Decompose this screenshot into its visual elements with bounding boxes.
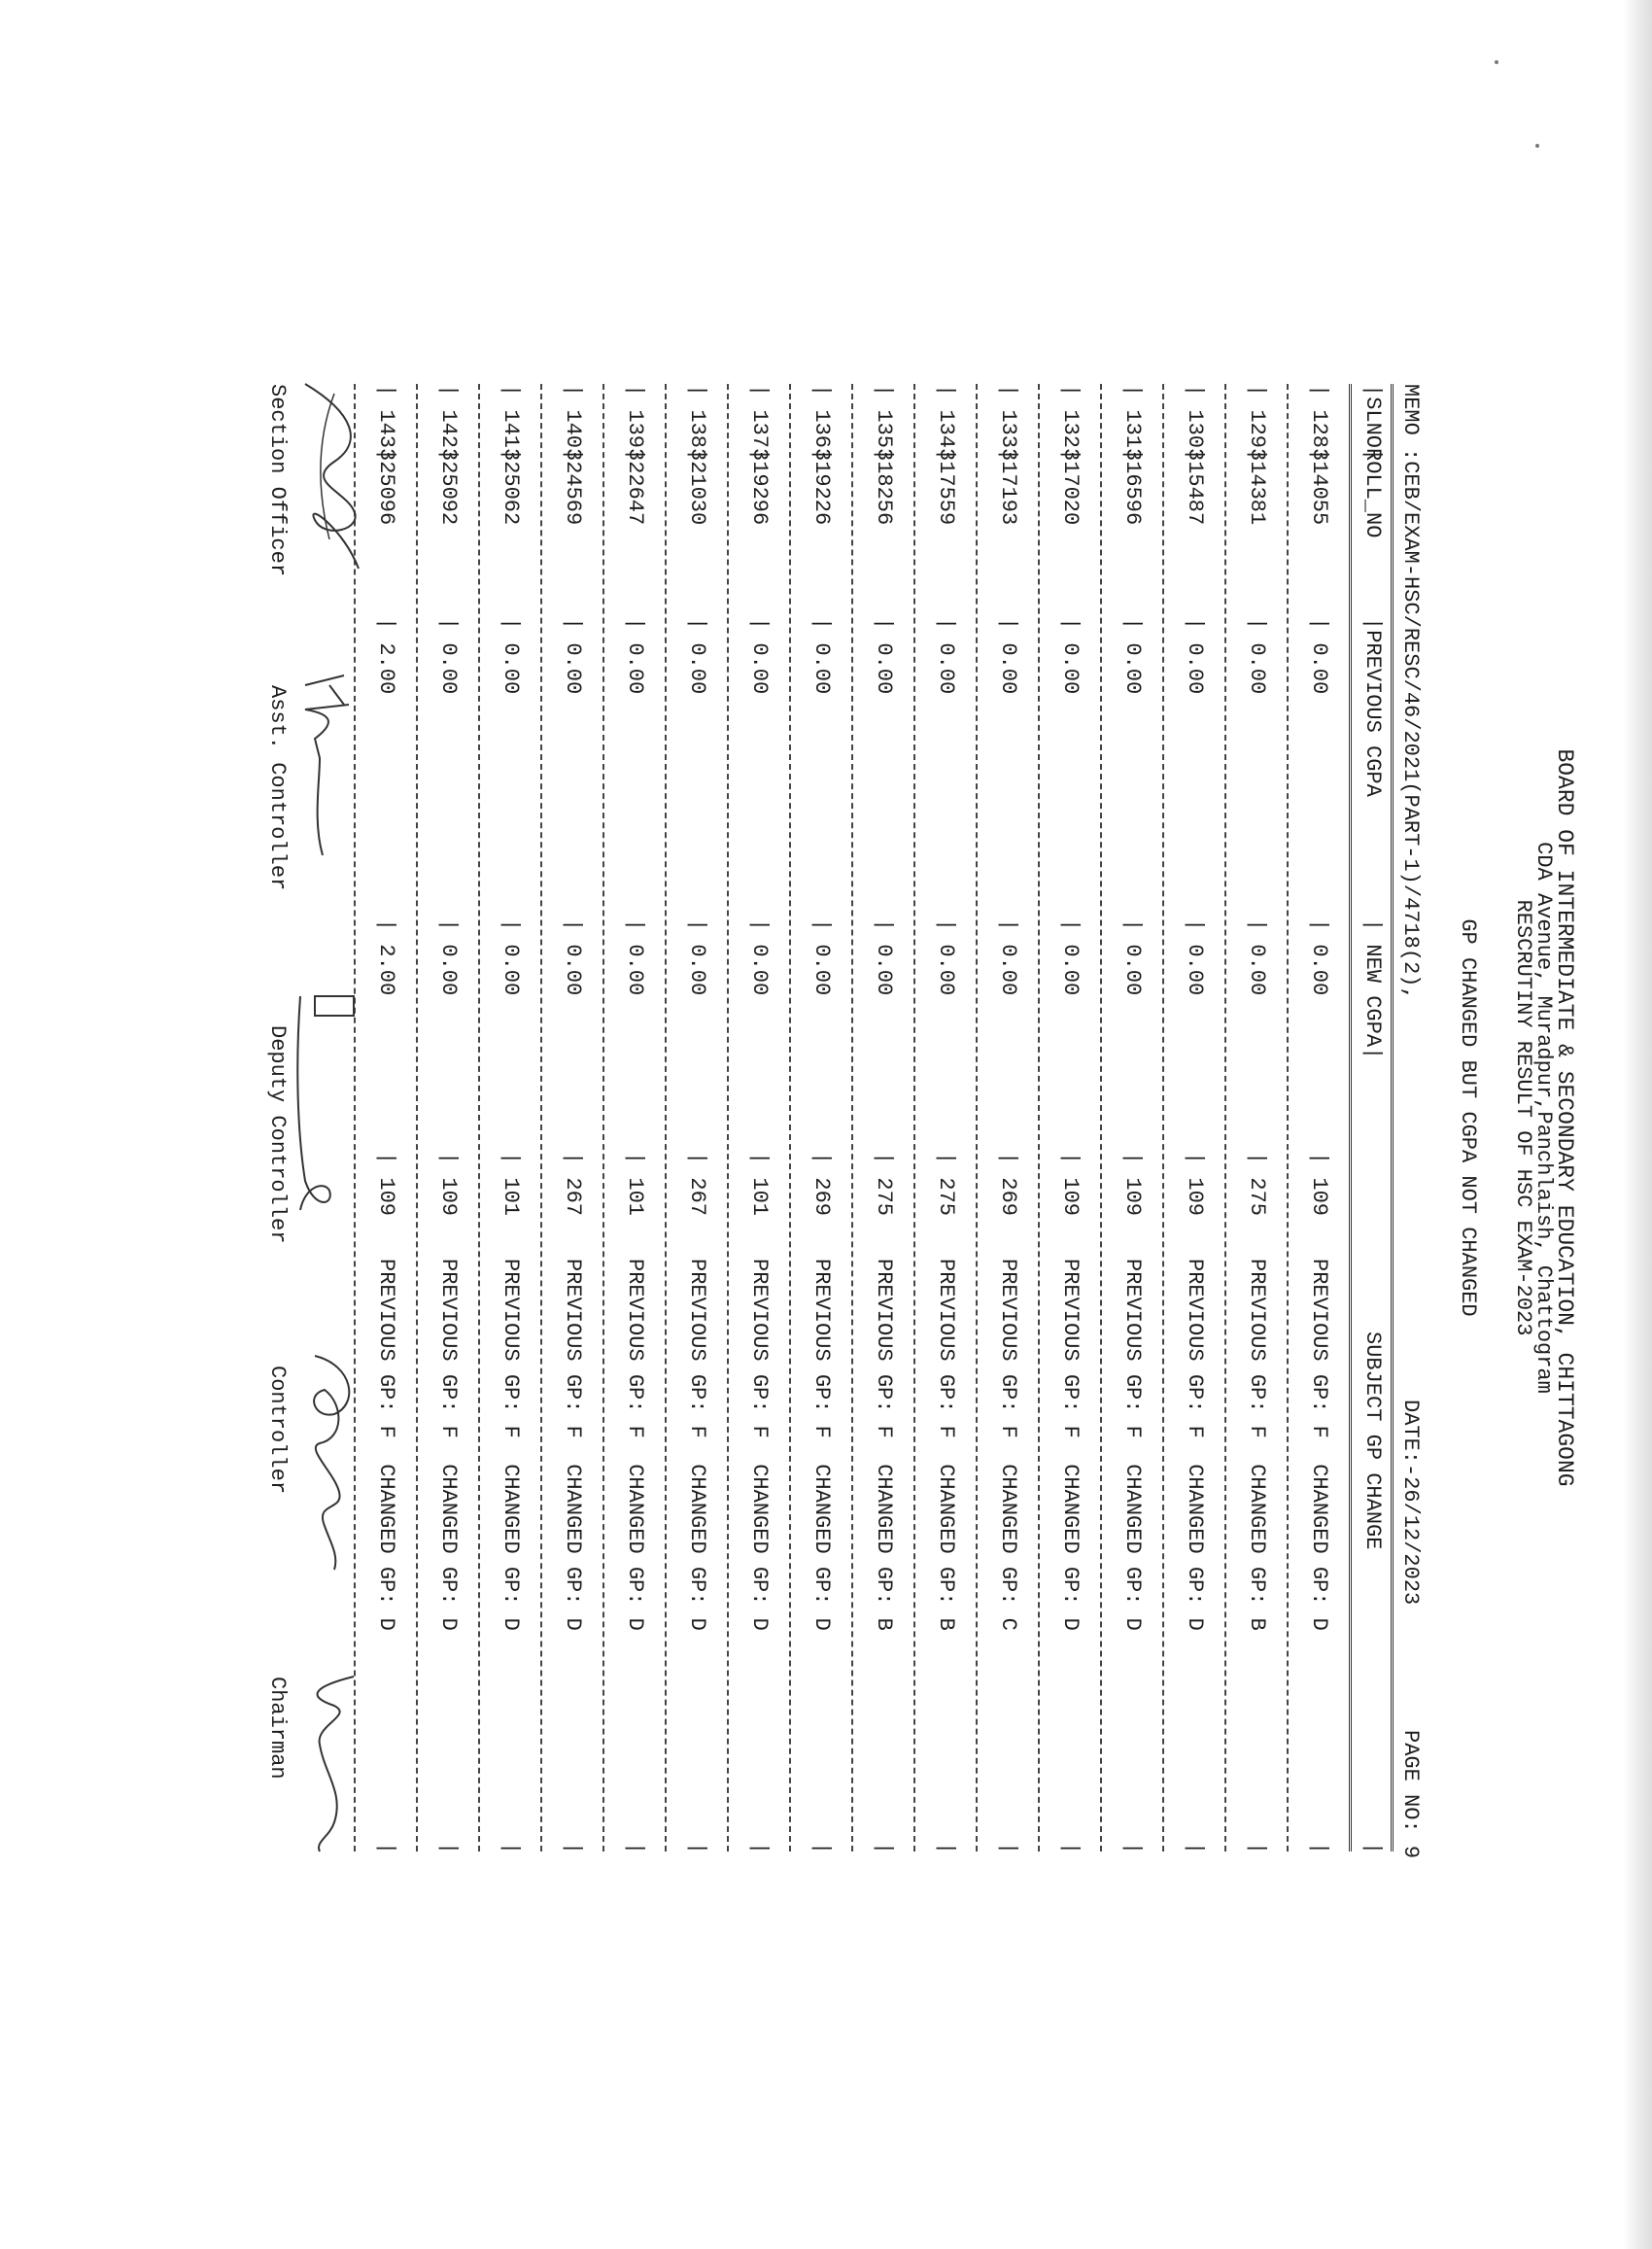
row-gp-change: PREVIOUS GP: F CHANGED GP: D	[499, 1259, 523, 1631]
row-roll-no: 319226	[809, 448, 834, 526]
row-new-cgpa: | 0.00	[996, 918, 1020, 996]
row-roll-no: 325062	[499, 448, 523, 526]
result-sheet	[58, 384, 1577, 1859]
row-previous-cgpa: | 0.00	[561, 617, 585, 695]
deputy-controller-signature	[286, 986, 373, 1220]
row-end-bar: |	[685, 1842, 709, 1855]
section-officer-signature	[286, 374, 373, 598]
row-end-bar: |	[1183, 1842, 1207, 1855]
row-subject-code: | 109	[1307, 1152, 1331, 1217]
header-roll-no: ROLL_NO	[1360, 448, 1385, 538]
row-gp-change: PREVIOUS GP: F CHANGED GP: C	[996, 1259, 1020, 1631]
row-previous-cgpa: | 0.00	[934, 617, 958, 695]
header-subject-gp-change: SUBJECT GP CHANGE	[1360, 1332, 1385, 1550]
row-previous-cgpa: | 0.00	[1307, 617, 1331, 695]
row-roll-no: 316596	[1120, 448, 1145, 526]
row-end-bar: |	[872, 1842, 896, 1855]
row-subject-code: | 269	[996, 1152, 1020, 1217]
row-roll-no: 317193	[996, 448, 1020, 526]
scan-speck	[1495, 60, 1498, 64]
row-subject-code: | 109	[1058, 1152, 1083, 1217]
table-row	[729, 384, 789, 1855]
row-end-bar: |	[1307, 1842, 1331, 1855]
table-row	[915, 384, 976, 1855]
result-subtitle: GP CHANGED BUT CGPA NOT CHANGED	[1456, 918, 1480, 1317]
memo-number: MEMO :CEB/EXAM-HSC/RESC/46/2021(PART-1)/4718(2),	[1398, 384, 1423, 1000]
row-new-cgpa: | 0.00	[934, 918, 958, 996]
row-subject-code: | 269	[809, 1152, 834, 1217]
row-roll-no: 314055	[1307, 448, 1331, 526]
paper-edge	[1623, 0, 1652, 2249]
row-slno: | 128|	[1307, 384, 1331, 462]
memo-line	[1394, 384, 1423, 1859]
row-subject-code: | 267	[561, 1152, 585, 1217]
row-subject-code: | 101	[623, 1152, 647, 1217]
row-slno: | 141|	[499, 384, 523, 462]
table-row	[604, 384, 665, 1855]
row-subject-code: | 109	[1183, 1152, 1207, 1217]
row-new-cgpa: | 0.00	[809, 918, 834, 996]
table-row	[1226, 384, 1287, 1855]
row-subject-code: | 267	[685, 1152, 709, 1217]
row-previous-cgpa: | 0.00	[623, 617, 647, 695]
row-subject-code: | 109	[1120, 1152, 1145, 1217]
row-new-cgpa: | 0.00	[561, 918, 585, 996]
row-previous-cgpa: | 0.00	[809, 617, 834, 695]
row-roll-no: 319296	[747, 448, 772, 526]
row-roll-no: 315487	[1183, 448, 1207, 526]
row-new-cgpa: | 0.00	[1183, 918, 1207, 996]
row-gp-change: PREVIOUS GP: F CHANGED GP: D	[1183, 1259, 1207, 1631]
row-roll-no: 317020	[1058, 448, 1083, 526]
row-slno: | 132|	[1058, 384, 1083, 462]
scan-speck	[1535, 144, 1539, 148]
row-previous-cgpa: | 2.00	[374, 617, 398, 695]
row-slno: | 134|	[934, 384, 958, 462]
row-previous-cgpa: | 0.00	[996, 617, 1020, 695]
row-end-bar: |	[996, 1842, 1020, 1855]
row-slno: | 130|	[1183, 384, 1207, 462]
row-gp-change: PREVIOUS GP: F CHANGED GP: D	[1120, 1259, 1145, 1631]
row-roll-no: 322647	[623, 448, 647, 526]
table-row	[418, 384, 478, 1855]
row-roll-no: 325096	[374, 448, 398, 526]
row-slno: | 137|	[747, 384, 772, 462]
row-roll-no: 324569	[561, 448, 585, 526]
document-header	[1511, 384, 1577, 1851]
header-new-cgpa: | NEW CGPA|	[1360, 918, 1385, 1060]
row-roll-no: 321030	[685, 448, 709, 526]
header-previous-cgpa: |PREVIOUS CGPA	[1360, 617, 1385, 797]
row-gp-change: PREVIOUS GP: F CHANGED GP: D	[685, 1259, 709, 1631]
row-slno: | 142|	[436, 384, 461, 462]
row-previous-cgpa: | 0.00	[1120, 617, 1145, 695]
row-end-bar: |	[809, 1842, 834, 1855]
table-body	[354, 384, 1349, 1855]
row-previous-cgpa: | 0.00	[685, 617, 709, 695]
table-row	[480, 384, 540, 1855]
row-slno: | 129|	[1245, 384, 1269, 462]
row-subject-code: | 275	[1245, 1152, 1269, 1217]
row-roll-no: 314381	[1245, 448, 1269, 526]
row-new-cgpa: | 0.00	[1058, 918, 1083, 996]
row-slno: | 133|	[996, 384, 1020, 462]
section-officer-label: Section Officer	[265, 384, 290, 577]
row-slno: | 131|	[1120, 384, 1145, 462]
controller-signature	[286, 1346, 373, 1579]
row-subject-code: | 275	[934, 1152, 958, 1217]
table-row	[1102, 384, 1162, 1855]
row-end-bar: |	[747, 1842, 772, 1855]
row-roll-no: 318256	[872, 448, 896, 526]
row-previous-cgpa: | 0.00	[872, 617, 896, 695]
header-slno: |SLNO|	[1360, 384, 1385, 462]
row-slno: | 143|	[374, 384, 398, 462]
page-number: PAGE NO: 9	[1398, 1730, 1423, 1859]
row-end-bar: |	[934, 1842, 958, 1855]
row-subject-code: | 109	[374, 1152, 398, 1217]
row-slno: | 140|	[561, 384, 585, 462]
row-gp-change: PREVIOUS GP: F CHANGED GP: D	[1058, 1259, 1083, 1631]
row-previous-cgpa: | 0.00	[436, 617, 461, 695]
asst-controller-label: Asst. Controller	[265, 685, 290, 891]
row-roll-no: 317559	[934, 448, 958, 526]
row-new-cgpa: | 0.00	[747, 918, 772, 996]
row-subject-code: | 101	[499, 1152, 523, 1217]
chairman-signature	[286, 1667, 373, 1861]
row-gp-change: PREVIOUS GP: F CHANGED GP: B	[1245, 1259, 1269, 1631]
row-end-bar: |	[1245, 1842, 1269, 1855]
table-row	[978, 384, 1038, 1855]
row-end-bar: |	[561, 1842, 585, 1855]
row-gp-change: PREVIOUS GP: F CHANGED GP: D	[561, 1259, 585, 1631]
table-row	[791, 384, 851, 1855]
row-gp-change: PREVIOUS GP: F CHANGED GP: B	[872, 1259, 896, 1631]
row-gp-change: PREVIOUS GP: F CHANGED GP: D	[809, 1259, 834, 1631]
header-end-bar: |	[1360, 1842, 1385, 1855]
table-header-row	[1352, 384, 1391, 1855]
table-row	[1289, 384, 1349, 1855]
row-previous-cgpa: | 0.00	[1058, 617, 1083, 695]
table-row	[542, 384, 602, 1855]
row-previous-cgpa: | 0.00	[499, 617, 523, 695]
signature-line	[224, 384, 340, 1851]
row-roll-no: 325092	[436, 448, 461, 526]
row-new-cgpa: | 2.00	[374, 918, 398, 996]
row-gp-change: PREVIOUS GP: F CHANGED GP: D	[374, 1259, 398, 1631]
table-row	[667, 384, 727, 1855]
row-gp-change: PREVIOUS GP: F CHANGED GP: B	[934, 1259, 958, 1631]
row-previous-cgpa: | 0.00	[1183, 617, 1207, 695]
table-row	[1040, 384, 1100, 1855]
exam-title: RESCRUTINY RESULT OF HSC EXAM-2023	[1511, 899, 1535, 1336]
row-end-bar: |	[436, 1842, 461, 1855]
row-new-cgpa: | 0.00	[1245, 918, 1269, 996]
row-end-bar: |	[1058, 1842, 1083, 1855]
row-slno: | 136|	[809, 384, 834, 462]
row-new-cgpa: | 0.00	[685, 918, 709, 996]
row-end-bar: |	[499, 1842, 523, 1855]
row-gp-change: PREVIOUS GP: F CHANGED GP: D	[623, 1259, 647, 1631]
row-previous-cgpa: | 0.00	[747, 617, 772, 695]
row-new-cgpa: | 0.00	[1120, 918, 1145, 996]
row-slno: | 135|	[872, 384, 896, 462]
row-previous-cgpa: | 0.00	[1245, 617, 1269, 695]
row-end-bar: |	[374, 1842, 398, 1855]
row-end-bar: |	[1120, 1842, 1145, 1855]
row-subject-code: | 101	[747, 1152, 772, 1217]
row-end-bar: |	[623, 1842, 647, 1855]
row-new-cgpa: | 0.00	[499, 918, 523, 996]
row-subject-code: | 109	[436, 1152, 461, 1217]
table-row	[1164, 384, 1224, 1855]
row-subject-code: | 275	[872, 1152, 896, 1217]
row-new-cgpa: | 0.00	[1307, 918, 1331, 996]
asst-controller-signature	[286, 666, 373, 870]
board-address: CDA Avenue, Muradpur,Panchlaish, Chattogram	[1532, 842, 1556, 1394]
row-gp-change: PREVIOUS GP: F CHANGED GP: D	[436, 1259, 461, 1631]
deputy-controller-label: Deputy Controller	[265, 1025, 290, 1244]
table-row	[853, 384, 913, 1855]
row-new-cgpa: | 0.00	[436, 918, 461, 996]
board-name: BOARD OF INTERMEDIATE & SECONDARY EDUCATION, CHITTAGONG	[1552, 748, 1577, 1487]
row-slno: | 139|	[623, 384, 647, 462]
row-gp-change: PREVIOUS GP: F CHANGED GP: D	[747, 1259, 772, 1631]
row-new-cgpa: | 0.00	[623, 918, 647, 996]
row-new-cgpa: | 0.00	[872, 918, 896, 996]
memo-date: DATE:-26/12/2023	[1398, 1400, 1423, 1606]
row-slno: | 138|	[685, 384, 709, 462]
row-gp-change: PREVIOUS GP: F CHANGED GP: D	[1307, 1259, 1331, 1631]
chairman-label: Chairman	[265, 1677, 290, 1780]
controller-label: Controller	[265, 1366, 290, 1495]
